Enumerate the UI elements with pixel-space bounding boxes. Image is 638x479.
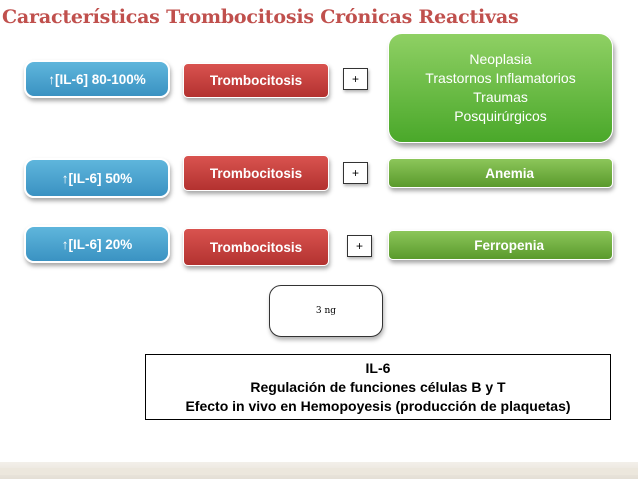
concentration-label: 3 ng [315,306,337,316]
il6-description-box [145,354,611,420]
plus-label-2: + [351,166,359,180]
plus-label-1: + [351,72,359,86]
cause-inflammatory: Trastornos Inflamatorios [425,70,576,86]
cause-box-ferropenia [388,230,613,260]
cause-box-anemia [388,158,613,188]
il6-level-box-1 [24,60,170,98]
slide-footer-band-inner [0,468,638,475]
causes-box-top [388,33,613,143]
il6-level-box-3 [24,225,170,263]
il6-effect: Efecto in vivo en Hemopoyesis (producción de plaquetas) [185,397,571,414]
thrombocytosis-box-1 [183,63,329,98]
cause-traumas: Traumas [473,89,528,105]
thrombocytosis-label-1: Trombocitosis [209,73,303,88]
cause-ferropenia: Ferropenia [474,237,544,253]
concentration-box [269,285,383,337]
cause-postsurgical: Posquirúrgicos [454,108,547,124]
slide-title: Características Trombocitosis Crónicas Reactivas [2,6,519,28]
il6-level-box-2 [24,158,170,198]
thrombocytosis-label-2: Trombocitosis [209,165,303,181]
plus-box-1 [343,68,368,90]
cause-anemia: Anemia [485,165,534,181]
il6-level-label-3: ↑[IL-6] 20% [61,236,133,252]
plus-box-3 [347,235,372,257]
thrombocytosis-box-3 [183,228,329,266]
plus-box-2 [343,162,368,184]
il6-level-label-1: ↑[IL-6] 80-100% [48,71,146,87]
slide-footer-band [0,462,638,479]
plus-label-3: + [355,239,363,253]
thrombocytosis-box-2 [183,155,329,191]
thrombocytosis-label-3: Trombocitosis [209,239,303,255]
cause-neoplasia: Neoplasia [469,51,532,67]
il6-level-label-2: ↑[IL-6] 50% [61,170,133,186]
il6-function: Regulación de funciones células B y T [250,378,506,395]
il6-heading: IL-6 [365,359,391,376]
